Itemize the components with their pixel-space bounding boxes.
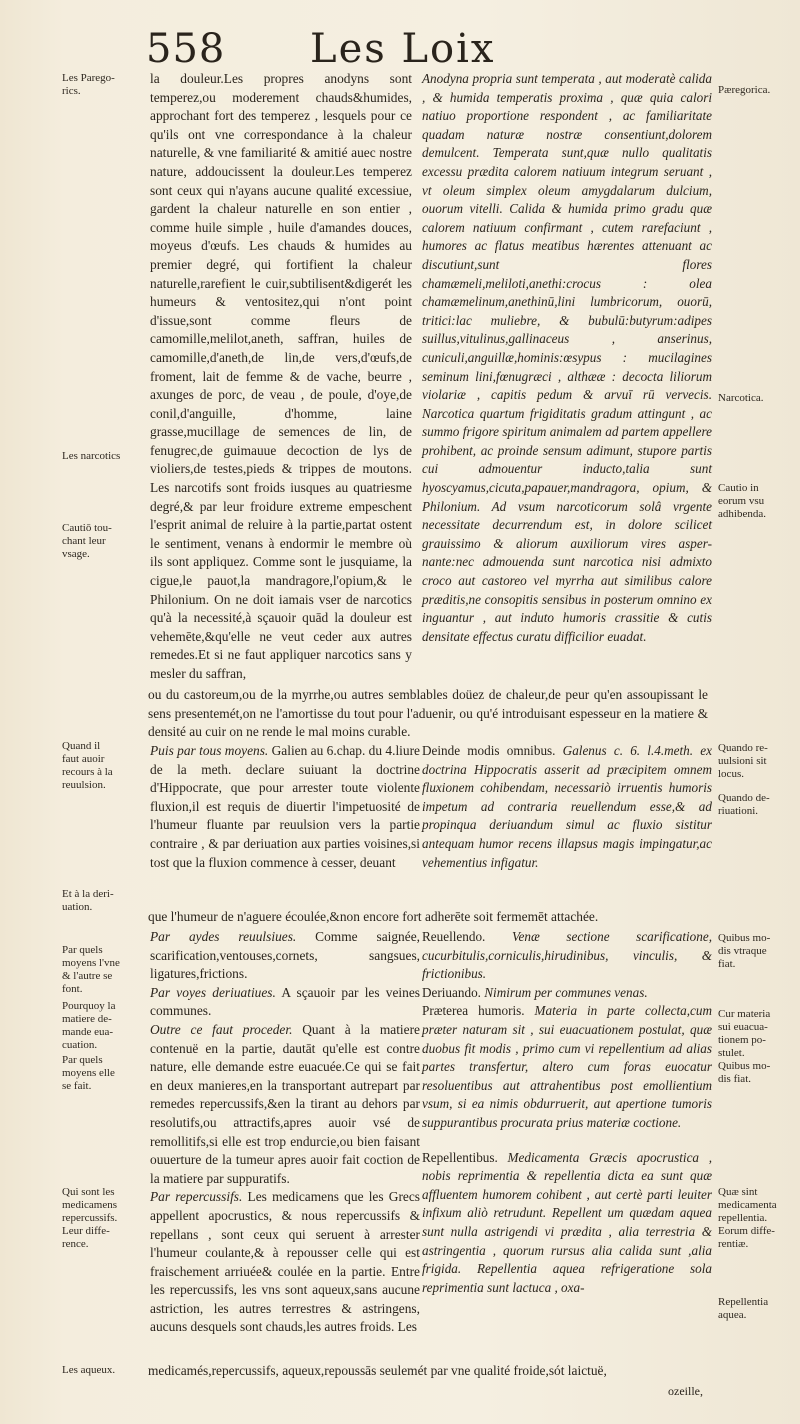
latin-commentary-4 [422, 1002, 712, 1132]
french-text-1: Galien au 6.chap. du 4.liure de la meth. declare suiuant la doctrine d'Hippocrate, que pour arrester toute violente fluxion,il est requis de diuertir l'impetuosité de l'humeur fluante par reuulsion vers la partie contraire , & par deriuation aux parties voisines,si tost que la fluxion commence à cesser, deuant [150, 743, 420, 870]
latin-commentary-2 [422, 928, 712, 984]
french-column-1 [150, 70, 412, 684]
margin-note-left: Les aqueux. [62, 1364, 116, 1376]
margin-note-right: Repellentia aquea. [718, 1296, 769, 1321]
french-commentary [150, 742, 420, 872]
latin-lemma-1: Deinde modis omnibus. [422, 743, 556, 758]
french-lemma-3: Par voyes deriuatiues. [150, 984, 276, 1000]
page-header [140, 22, 700, 72]
margin-note-left: Les narcotics [62, 450, 121, 462]
latin-lemma-4: Præterea humoris. [422, 1003, 525, 1019]
french-commentary-4 [150, 1021, 420, 1188]
latin-column-1 [422, 70, 712, 646]
margin-note-right: Cur materia sui euacua- tionem po- stulet. Quibus mo- dis fiat. [718, 1008, 771, 1085]
margin-note-right: Narcotica. [718, 392, 764, 404]
margin-note-left: Par quels moyens elle se fait. [62, 1054, 115, 1092]
french-lemma-4: Outre ce faut proceder. [150, 1021, 293, 1037]
margin-note-right: Cautio in eorum vsu adhibenda. [718, 482, 766, 520]
full-width-line-3: medicamés,repercussifs, aqueux,repoussās seulemét par vne qualité froide,sót laictuë, [148, 1363, 607, 1378]
latin-lemma-5: Repellentibus. [422, 1149, 498, 1165]
latin-commentary-5 [422, 1149, 712, 1298]
page-number: 558 [146, 26, 226, 72]
latin-text-3: Nimirum per communes venas. [480, 984, 648, 1000]
latin-paragraph: Anodyna propria sunt temperata , aut moderatè calida , & humida temperatis proxima , quæ quia calori natiuo proportione respondent , ac familiaritate quadam naturæ nostræ consentiunt,dolorem demulcent. Temperata sunt,quæ nullo qualitatis excessu prædita calorem natiuum integrum seruant , vt oleum simplex oleum amygdalarum dulcium, ouorum vitelli. Calida & humida primo gradu quæ calorem natiuum confirmant , cutem rarefaciunt , humores ac flatus meatibus hærentes attenuant ac discutiunt,sunt flores chamæmeli,meliloti,anethi:crocus : olea chamæmelinum,anethinū,lini lumbricorum, ouorū, tritici:lac muliebre, & bubulū:butyrum:adipes suillus,vitulinus,gallinaceus , anserinus, cuniculi,anguillæ,hominis:œsypus : mucilagines seminum lini,fœnugræci , althææ : decocta liliorum violariæ , capitis pedum & arvuī rū vervecis. Narcotica quartum frigiditatis gradum attingunt , ac summo frigore spiritum animalem ad partem appellere prohibent, ac proinde sensum adimunt, stupore partis cui admouentur inducto,talia sunt hyoscyamus,cicuta,papauer,mandragora, opium, & Philonium. Ad vsum narcoticorum solâ vrgente necessitate decurrendum est, in dolore scilicet grauissimo & aliorum auxiliorum vires asper-nante:nec admouenda sunt narcotica nisi admixto croco aut castoreo vel myrrha aut similibus calore præditis,ne consopitis sensibus in posterum omnino ex inguantur , aut induto humoris crassitie & cutis densitate effectus curatu difficilior euadat. [422, 71, 712, 644]
french-lemma-2: Par aydes reuulsiues. [150, 929, 297, 944]
latin-column-3 [422, 928, 712, 1297]
french-text-3: A sçauoir par les veines communes. [150, 984, 420, 1019]
margin-note-right: Pæregorica. [718, 84, 771, 96]
french-commentary-2 [150, 928, 420, 984]
french-column-3 [150, 928, 420, 1337]
latin-commentary-3 [422, 984, 712, 1003]
margin-note-right: Quibus mo- dis vtraque fiat. [718, 932, 771, 970]
french-commentary-3 [150, 984, 420, 1021]
full-width-line-1: ou du castoreum,ou de la myrrhe,ou autres semblables doüez de chaleur,de peur qu'en assoupissant le sens presentemét,on ne l'amortisse du tout pour l'aduenir, ou qu'é introduisant espesseur en la matiere & densité au cuir on ne rende le mal moins curable. [148, 687, 708, 740]
latin-text-4: Materia in parte collecta,cum præter naturam sit , sui euacuationem postulat, quæ duobus fit modis , primo cum vi repellentium ad alias partes transfertur, altero cum foras euocatur resoluentibus aut attrahentibus post emollientium vsum, si ea nimis obdurruerit, aut apertione tumoris suppurantibus procurata prius materiæ coctione. [422, 1003, 712, 1130]
french-text-5: Les medicamens que les Grecs appellent apocrustics, & nous repercussifs & repellans , sont ceux qui seruent à arrester l'humeur coulante,& à repousser celle qui est fraischement arriuée& coulée en la partie. Entre les repercussifs, les vns sont aqueux,sans aucune astriction, les autres terrestres & astringens, aucuns desquels sont chauds,les autres froids. Les [150, 1189, 421, 1335]
margin-note-left: Les Parego- rics. [62, 72, 115, 97]
latin-text-2: Venæ sectione scarificatione, cucurbitulis,corniculis,hirudinibus, vinculis, & frictionibus. [422, 929, 712, 982]
margin-note-left: Qui sont les medicamens repercussifs. Leur diffe- rence. [62, 1186, 118, 1250]
latin-column-2 [422, 742, 712, 872]
margin-note-left: Par quels moyens l'vne & l'autre se font. [62, 944, 120, 995]
margin-note-left: Cautiō tou- chant leur vsage. [62, 522, 112, 560]
french-text-2: Comme saignée, scarification,ventouses,cornets, sangsues, ligatures,frictions. [150, 929, 420, 982]
running-title: Les Loix [310, 26, 496, 72]
latin-lemma-3: Deriuando. [422, 984, 481, 1000]
margin-note-left: Quand il faut auoir recours à la reuulsion. [62, 740, 113, 791]
latin-commentary [422, 742, 712, 872]
full-width-line-2: que l'humeur de n'aguere écoulée,&non encore fort adherēte soit fermemēt attachée. [148, 909, 599, 924]
latin-lemma-2: Reuellendo. [422, 929, 486, 944]
french-lemma-1: Puis par tous moyens. [150, 743, 269, 758]
margin-note-left: Pourquoy la matiere de- mande eua- cuation. [62, 1000, 116, 1051]
french-commentary-5 [150, 1188, 420, 1337]
latin-text-5: Medicamenta Græcis apocrustica , nobis reprimentia & repellentia dicta ea sunt quæ affluentem humorem cohibent , aut certè parti leuiter infixum aliò retrudunt. Repellent um quædam aquea sunt nulla astrigendi vi prædita , alia terrestria & astringentia , quorum rursus alia calida sunt ,alia frigida. Repellentia aquea refrigeratione sola reprimentia sunt lactuca , oxa- [422, 1149, 712, 1295]
catchword: ozeille, [668, 1384, 703, 1398]
margin-note-right: Quando de- riuationi. [718, 792, 770, 817]
french-text-4: Quant à la matiere contenuë en la partie, dautāt qu'elle est contre nature, elle demande estre euacuée.Ce qui se fait en deux manieres,en la transportant autrepart par remedes repercussifs,&en la tirant au dehors par resolutifs,ou attractifs,apres auoir vsé de remollitifs,si elle est trop endurcie,ou bien faisant ouuerture de la tumeur apres auoir fait coction de la matiere par suppuratifs. [150, 1021, 420, 1186]
margin-note-right: Quæ sint medicamenta repellentia. Eorum diffe- rentiæ. [718, 1186, 777, 1250]
margin-note-right: Quando re- uulsioni sit locus. [718, 742, 768, 780]
french-column-2 [150, 742, 420, 872]
french-lemma-5: Par repercussifs. [150, 1189, 243, 1205]
margin-note-left: Et à la deri- uation. [62, 888, 114, 913]
latin-text-1: Galenus c. 6. l.4.meth. ex doctrina Hippocratis asserit ad præcipitem omnem fluxionem cohibendam, necessariò irruentis humoris impetum ad contraria reuellendum esse,& ad propinqua deriuandum simul ac fluxio sistitur antequam humor recens illapsus magis impingatur,ac vehementius infigatur. [422, 743, 712, 870]
french-paragraph: la douleur.Les propres anodyns sont temperez,ou moderement chauds&humides, approchant fort des temperez , lesquels pour ce qu'ils ont vne correspondance à la chaleur naturelle, & vne familiarité & amitié auec nostre nature, addoucissent la douleur.Les temperez sont ceux qui n'ayans aucune qualité excessiue, gardent la chaleur naturelle en son entier , comme huile simple , huile d'amandes douces, moyeus d'œufs. Les chauds & humides au premier degré, qui fortifient la chaleur naturelle,rarefient le cuir,subtilisent&digerét les humeurs & ventositez,qui n'ont point d'issue,sont comme fleurs de camomille,melilot,aneth, saffran, huiles de camomille,d'aneth,de lin,de vers,d'œufs,de froment, lait de femme & de vache, beurre , axunges de porc, de veau , de poule, d'oye,de conil,d'anguille, d'homme, laine grasse,mucillage de semences de lin, de fenugrec,de guimauue decoction de lys de violiers,de testes,pieds & trippes de moutons. Les narcotifs sont froids iusques au quatriesme degré,& par leur froidure extreme empeschent l'esprit animal de reluire à la partie,partat ostent le sentiment, venans à endormir le membre où ils sont appliquez. Comme sont le jusquiame, la cigue,le pauot,la mandragore,l'opium,& le Philonium. On ne doit iamais vser de narcotics qu'à la necessité,à sçauoir quād la douleur est vehemēte,&qu'elle ne veut ceder aux autres remedes.Et si ne faut appliquer narcotics sans y mesler du saffran, [150, 71, 412, 681]
